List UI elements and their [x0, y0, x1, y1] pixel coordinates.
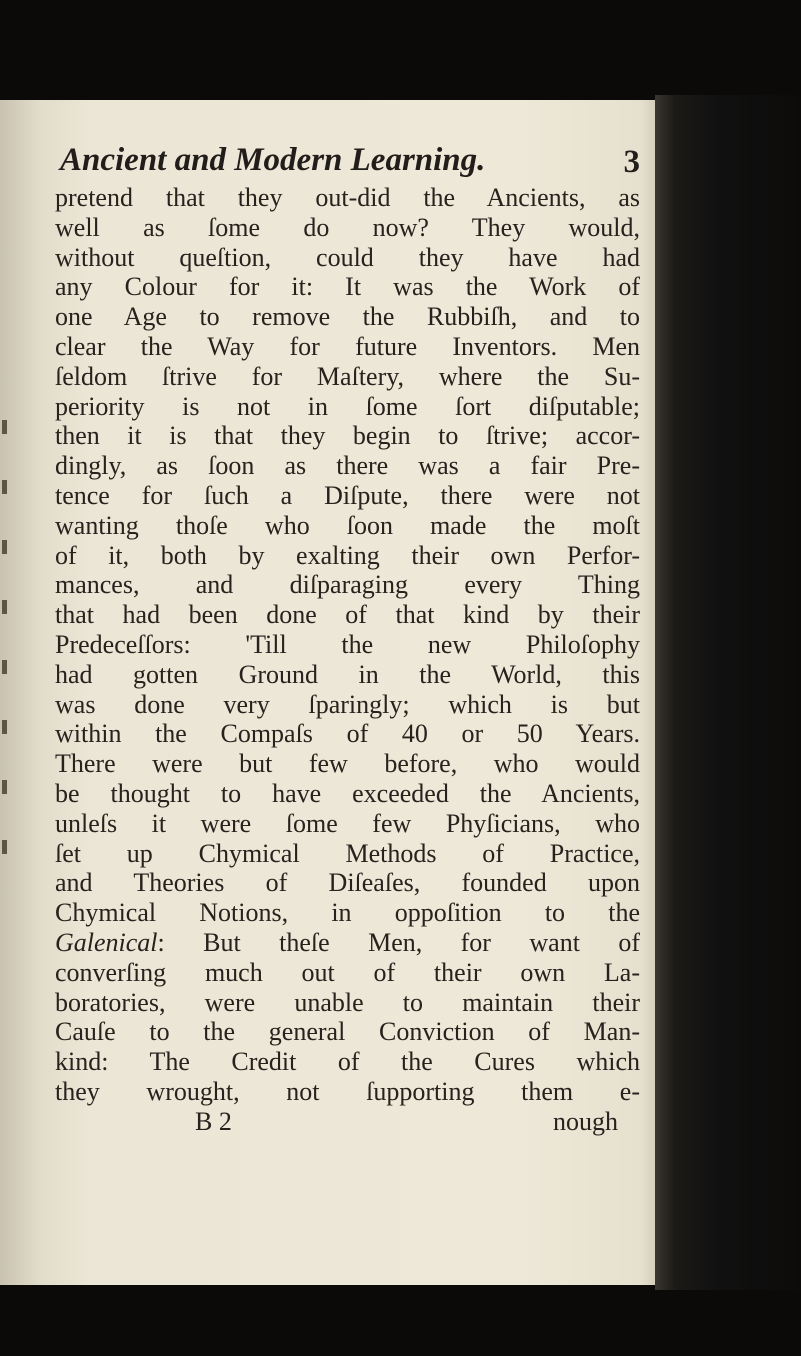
running-head: [60, 142, 640, 182]
text-line: Predeceſſors: 'Till the new Philoſophy: [55, 629, 640, 659]
text-line: that had been done of that kind by their: [55, 600, 640, 630]
text-line: had gotten Ground in the World, this: [55, 659, 640, 689]
text-line: any Colour for it: It was the Work of: [55, 272, 640, 302]
text-line: boratories, were unable to maintain their: [55, 987, 640, 1017]
text-line: ſeldom ſtrive for Maſtery, where the Su-: [55, 361, 640, 391]
text-line: wanting thoſe who ſoon made the moſt: [55, 510, 640, 540]
text-line: clear the Way for future Inventors. Men: [55, 331, 640, 361]
footer-line: [55, 1107, 640, 1137]
book-edge: [655, 95, 801, 1290]
page-number: 3: [623, 144, 640, 180]
text-line: well as ſome do now? They would,: [55, 212, 640, 242]
body-text: [55, 183, 640, 1137]
text-line: mances, and diſparaging every Thing: [55, 570, 640, 600]
text-line: then it is that they begin to ſtrive; accor-: [55, 421, 640, 451]
text-line: Chymical Notions, in oppoſition to the: [55, 898, 640, 928]
text-line: [55, 928, 640, 958]
text-line: pretend that they out-did the Ancients, as: [55, 183, 640, 212]
text-line: without queſtion, could they have had: [55, 242, 640, 272]
page-edges: [0, 400, 20, 900]
text-line: There were but few before, who would: [55, 749, 640, 779]
running-title: Ancient and Modern Learning.: [60, 142, 486, 178]
text-line: of it, both by exalting their own Perfor-: [55, 540, 640, 570]
text-line: unleſs it were ſome few Phyſicians, who: [55, 808, 640, 838]
text-line: tence for ſuch a Diſpute, there were not: [55, 480, 640, 510]
catchword: nough: [553, 1106, 618, 1136]
text-line: one Age to remove the Rubbiſh, and to: [55, 302, 640, 332]
text-line: kind: The Credit of the Cures which: [55, 1047, 640, 1077]
text-line: ſet up Chymical Methods of Practice,: [55, 838, 640, 868]
signature-mark: B 2: [195, 1106, 232, 1136]
text-line: dingly, as ſoon as there was a fair Pre-: [55, 451, 640, 481]
text-line: converſing much out of their own La-: [55, 957, 640, 987]
text-line: and Theories of Diſeaſes, founded upon: [55, 868, 640, 898]
line-remainder: : But theſe Men, for want of: [157, 927, 640, 957]
text-line: Cauſe to the general Conviction of Man-: [55, 1017, 640, 1047]
text-line: be thought to have exceeded the Ancients,: [55, 778, 640, 808]
text-line: within the Compaſs of 40 or 50 Years.: [55, 719, 640, 749]
text-line: was done very ſparingly; which is but: [55, 689, 640, 719]
italic-term: Galenical: [55, 927, 158, 957]
text-line: they wrought, not ſupporting them e-: [55, 1076, 640, 1106]
text-line: periority is not in ſome ſort diſputable;: [55, 391, 640, 421]
